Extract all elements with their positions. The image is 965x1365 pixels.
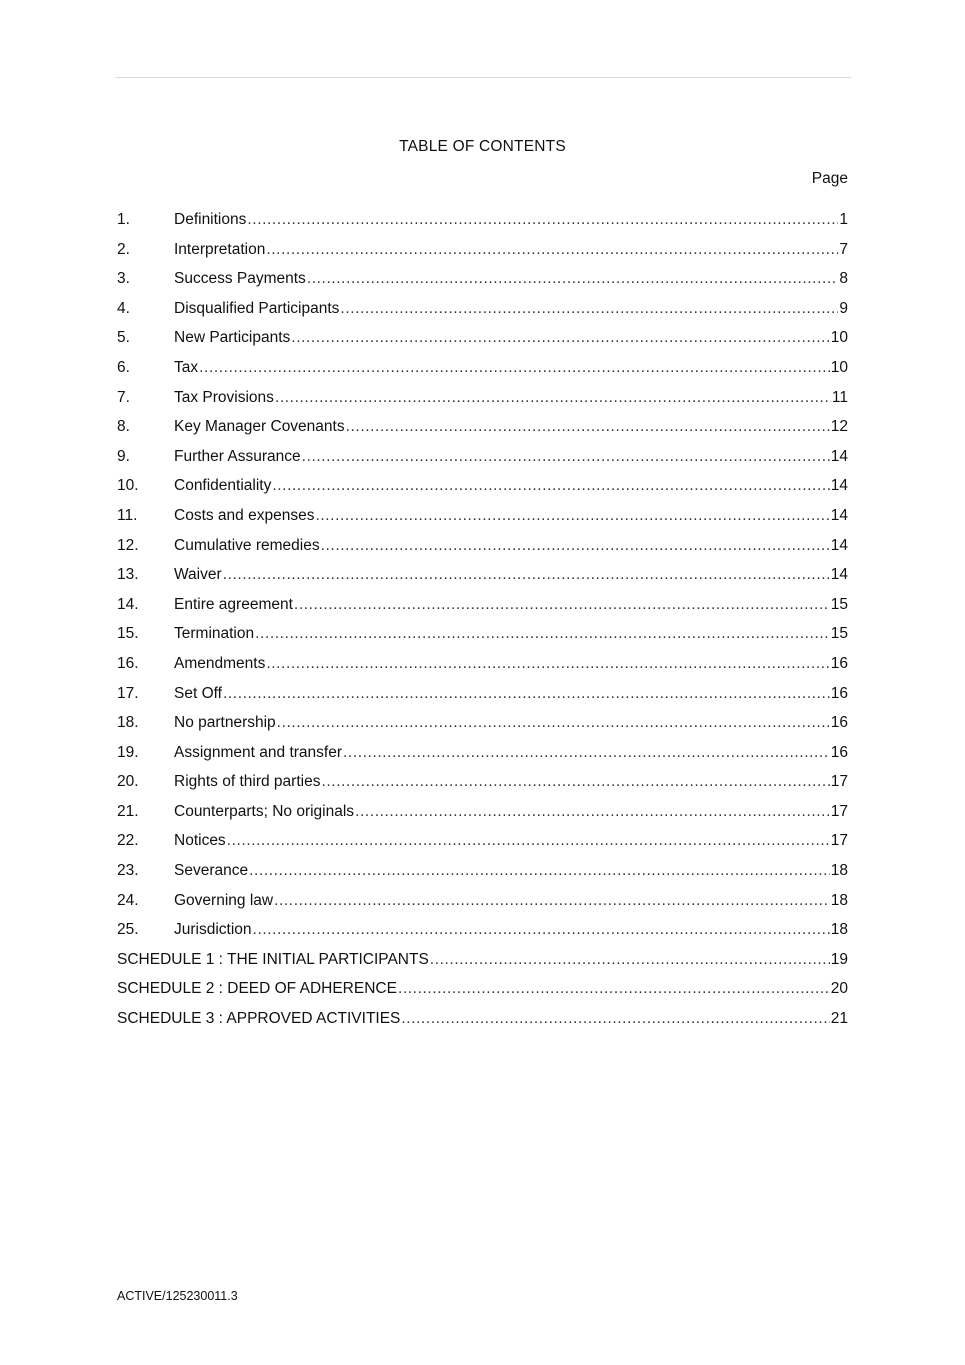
toc-entry-title: Counterparts; No originals [174, 802, 355, 820]
toc-entry-number: 11. [117, 506, 138, 524]
toc-entry-page: 14 [830, 506, 848, 524]
dot-leader [199, 353, 830, 383]
toc-schedule-entry[interactable] [117, 974, 848, 1004]
toc-entry-page: 16 [830, 743, 848, 761]
toc-entry-page: 17 [830, 832, 848, 850]
toc-entry-page: 19 [830, 950, 848, 968]
toc-entry-page: 18 [830, 891, 848, 909]
toc-entry-title: Severance [174, 862, 249, 880]
toc-entry-page: 15 [830, 595, 848, 613]
toc-entry-title: New Participants [174, 329, 291, 347]
toc-entry-number: 3. [117, 270, 130, 288]
dot-leader [343, 738, 830, 768]
toc-entry[interactable] [117, 501, 848, 531]
toc-entry[interactable] [117, 442, 848, 472]
toc-entry-title: Disqualified Participants [174, 299, 340, 317]
toc-entry[interactable] [117, 738, 848, 768]
toc-entry[interactable] [117, 590, 848, 620]
toc-entry-number: 7. [117, 388, 130, 406]
toc-entry[interactable] [117, 619, 848, 649]
dot-leader [307, 264, 839, 294]
toc-entry-page: 15 [830, 625, 848, 643]
header-rule [115, 77, 851, 78]
toc-entry-title: SCHEDULE 1 : THE INITIAL PARTICIPANTS [117, 950, 429, 968]
toc-entry-title: SCHEDULE 3 : APPROVED ACTIVITIES [117, 1010, 401, 1028]
toc-entry-title: Further Assurance [174, 447, 301, 465]
toc-entry[interactable] [117, 294, 848, 324]
toc-entry-number: 20. [117, 773, 139, 791]
toc-entry[interactable] [117, 235, 848, 265]
dot-leader [302, 442, 830, 472]
toc-entry-number: 1. [117, 211, 130, 228]
toc-entry-number: 23. [117, 862, 139, 880]
dot-leader [266, 649, 829, 679]
toc-entry[interactable] [117, 412, 848, 442]
toc-entry[interactable] [117, 856, 848, 886]
toc-entry-number: 2. [117, 240, 130, 258]
toc-entry-title: SCHEDULE 2 : DEED OF ADHERENCE [117, 980, 397, 998]
toc-entry[interactable] [117, 708, 848, 738]
dot-leader [340, 294, 838, 324]
dot-leader [398, 974, 830, 1004]
dot-leader [223, 679, 830, 709]
toc-entry-title: Assignment and transfer [174, 743, 343, 761]
toc-entry[interactable] [117, 383, 848, 413]
toc-entry[interactable] [117, 560, 848, 590]
toc-entry[interactable] [117, 886, 848, 916]
toc-entry-page: 14 [830, 536, 848, 554]
dot-leader [253, 915, 830, 945]
toc-entry-number: 19. [117, 743, 139, 761]
dot-leader [223, 560, 830, 590]
toc-entry-title: Notices [174, 832, 226, 850]
toc-entry-title: Success Payments [174, 270, 306, 288]
toc-entry-title: Costs and expenses [174, 506, 315, 524]
toc-entry-title: Definitions [174, 211, 247, 228]
toc-entry-number: 10. [117, 477, 139, 495]
toc-entry[interactable] [117, 915, 848, 945]
toc-entry-page: 14 [830, 566, 848, 584]
toc-entry-number: 9. [117, 447, 130, 465]
dot-leader [255, 619, 830, 649]
toc-entry-title: Tax Provisions [174, 388, 274, 406]
dot-leader [249, 856, 830, 886]
toc-entry-number: 5. [117, 329, 130, 347]
toc-entry-title: Confidentiality [174, 477, 272, 495]
toc-entry-title: Key Manager Covenants [174, 418, 345, 436]
toc-entry[interactable] [117, 826, 848, 856]
dot-leader [277, 708, 830, 738]
toc-entry-number: 21. [117, 802, 139, 820]
toc-entry[interactable] [117, 797, 848, 827]
toc-entry-page: 18 [830, 921, 848, 939]
dot-leader [272, 471, 829, 501]
toc-entry-page: 7 [839, 240, 848, 258]
toc-entry-page: 18 [830, 862, 848, 880]
toc-entry-page: 11 [831, 388, 848, 406]
toc-entry-title: Jurisdiction [174, 921, 252, 939]
dot-leader [274, 886, 830, 916]
toc-entry-title: Interpretation [174, 240, 266, 258]
toc-entry-title: Governing law [174, 891, 274, 909]
toc-entry-title: Set Off [174, 684, 222, 702]
toc-entry-page: 21 [830, 1010, 848, 1028]
toc-entry-title: No partnership [174, 714, 276, 732]
toc-entry-number: 25. [117, 921, 139, 939]
toc-entry-number: 8. [117, 418, 130, 436]
toc-entry-page: 12 [830, 418, 848, 436]
toc-entry[interactable] [117, 353, 848, 383]
toc-entry-number: 18. [117, 714, 139, 732]
toc-entry[interactable] [117, 531, 848, 561]
toc-entry-title: Waiver [174, 566, 222, 584]
toc-entry-number: 4. [117, 299, 130, 317]
toc-entry[interactable] [117, 767, 848, 797]
toc-entry[interactable] [117, 264, 848, 294]
dot-leader [401, 1004, 829, 1034]
toc-entry-page: 10 [830, 329, 848, 347]
toc-entry-number: 6. [117, 358, 130, 376]
toc-entry-page: 9 [839, 299, 848, 317]
toc-entry-title: Entire agreement [174, 595, 293, 613]
toc-entry-page: 10 [830, 358, 848, 376]
toc-entry[interactable] [117, 649, 848, 679]
toc-entry[interactable] [117, 205, 848, 235]
toc-entry-page: 14 [830, 477, 848, 495]
toc-entry[interactable] [117, 471, 848, 501]
dot-leader [430, 945, 830, 975]
dot-leader [227, 826, 830, 856]
page-column-label: Page [811, 170, 848, 187]
dot-leader [275, 383, 831, 413]
toc-entry-number: 12. [117, 536, 139, 554]
toc-entry-number: 16. [117, 654, 139, 672]
toc-entry-page: 17 [830, 773, 848, 791]
toc-schedule-entry[interactable] [117, 945, 848, 975]
dot-leader [321, 531, 830, 561]
toc-entry-page: 17 [830, 802, 848, 820]
toc-schedule-entry[interactable] [117, 1004, 848, 1034]
dot-leader [266, 235, 838, 265]
dot-leader [346, 412, 830, 442]
toc-entry-page: 14 [830, 447, 848, 465]
footer-reference: ACTIVE/125230011.3 [117, 1289, 238, 1303]
toc-entry-title: Cumulative remedies [174, 536, 320, 554]
toc-list [117, 205, 848, 1034]
toc-entry[interactable] [117, 323, 848, 353]
toc-entry-page: 16 [830, 714, 848, 732]
toc-entry[interactable] [117, 679, 848, 709]
toc-entry-page: 20 [830, 980, 848, 998]
toc-entry-title: Rights of third parties [174, 773, 321, 791]
toc-entry-title: Termination [174, 625, 255, 643]
dot-leader [355, 797, 830, 827]
dot-leader [291, 323, 829, 353]
dot-leader [321, 767, 829, 797]
toc-entry-title: Tax [174, 358, 199, 376]
toc-entry-number: 14. [117, 595, 139, 613]
dot-leader [294, 590, 830, 620]
toc-entry-page: 1 [839, 211, 848, 228]
toc-entry-page: 8 [839, 270, 848, 288]
toc-entry-number: 22. [117, 832, 139, 850]
dot-leader [247, 205, 838, 235]
toc-entry-number: 15. [117, 625, 139, 643]
toc-entry-title: Amendments [174, 654, 266, 672]
toc-entry-number: 17. [117, 684, 139, 702]
toc-entry-number: 13. [117, 566, 139, 584]
toc-entry-page: 16 [830, 654, 848, 672]
dot-leader [315, 501, 829, 531]
toc-title: TABLE OF CONTENTS [399, 138, 566, 155]
toc-entry-page: 16 [830, 684, 848, 702]
toc-entry-number: 24. [117, 891, 139, 909]
